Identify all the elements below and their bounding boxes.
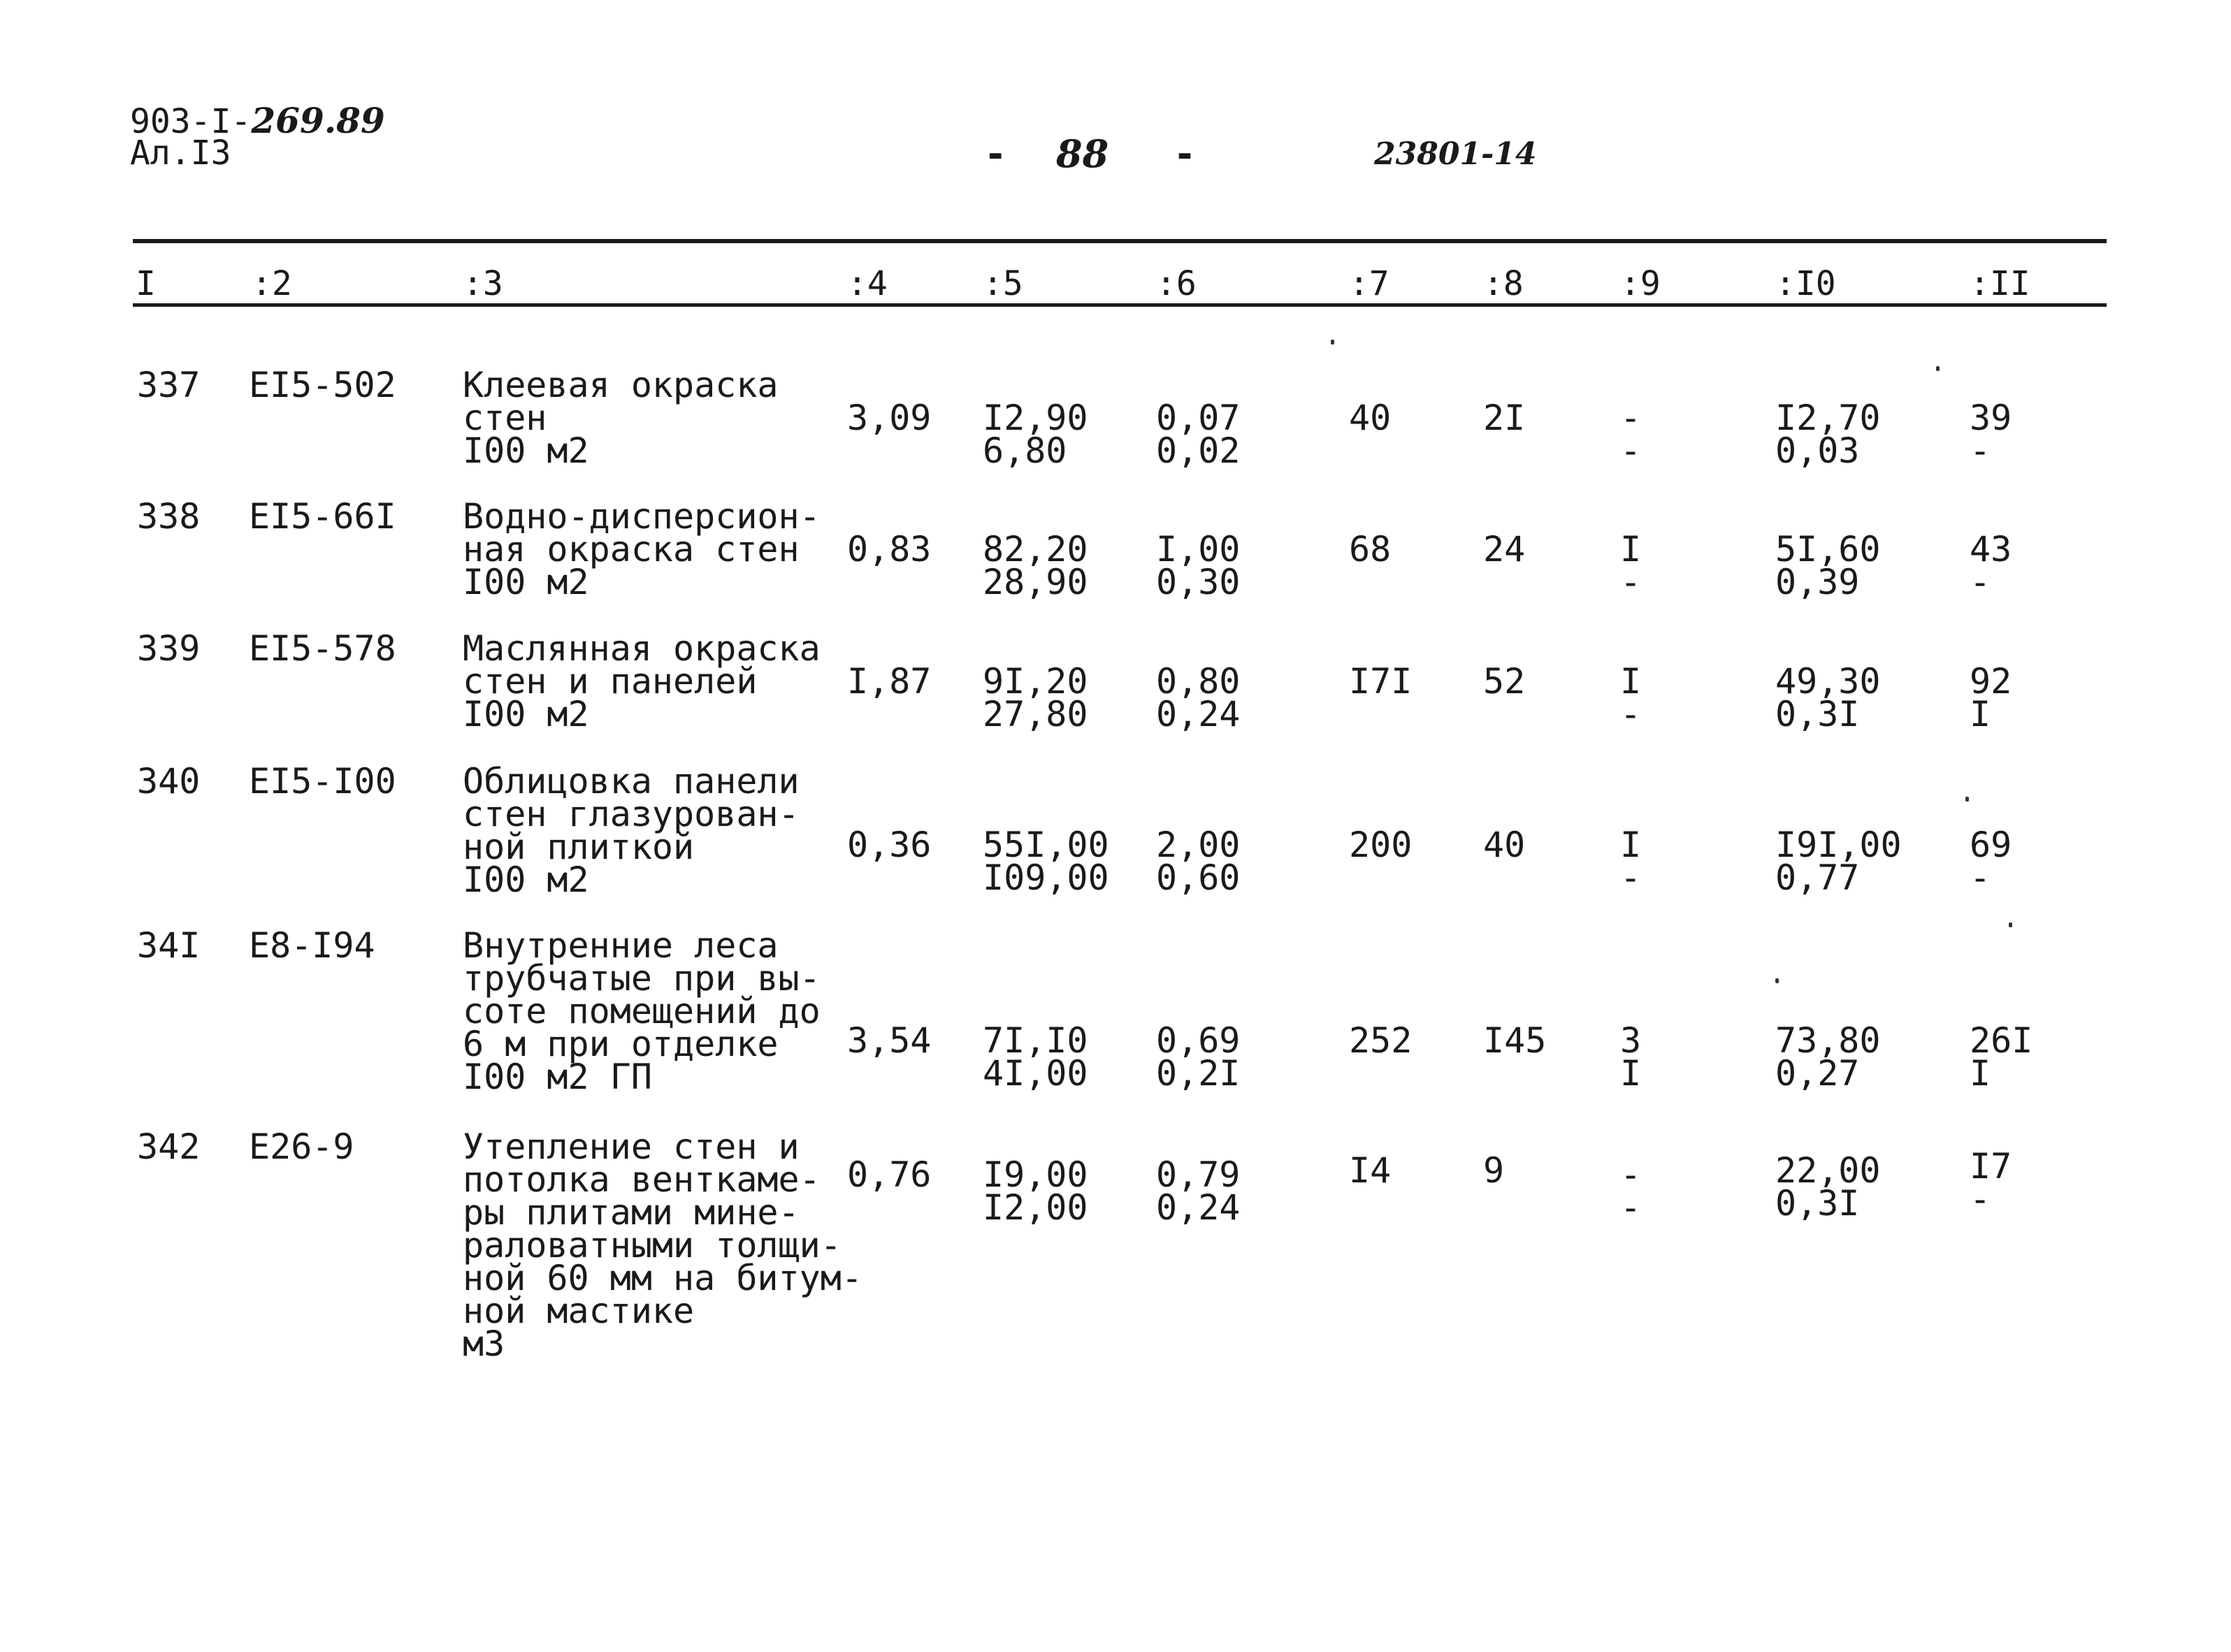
page-number-group (984, 131, 1197, 176)
table-top-rule (133, 239, 2107, 243)
row-desc-line: стен глазурован- (463, 794, 800, 834)
cell-col9-top: I (1620, 825, 1642, 865)
cell-col6-bottom: 0,24 (1156, 1187, 1241, 1228)
cell-col8: 24 (1483, 529, 1526, 570)
col-header-8: :8 (1483, 264, 1524, 303)
row-code: EI5-502 (249, 365, 396, 405)
scan-speck (1936, 366, 1940, 371)
cell-col7: I4 (1349, 1150, 1392, 1191)
cell-col10-top: I2,70 (1775, 398, 1881, 438)
col-header-11: :II (1970, 264, 2030, 303)
cell-col10-bottom: 0,39 (1775, 562, 1860, 602)
row-desc-line: ры плитами мине- (463, 1192, 800, 1233)
cell-col9-bottom: - (1620, 562, 1642, 602)
cell-col4: 0,76 (847, 1154, 932, 1195)
row-number: 342 (137, 1126, 201, 1167)
cell-col10-top: 5I,60 (1775, 529, 1881, 570)
row-desc-line: ная окраска стен (463, 529, 800, 570)
cell-col5-bottom: 6,80 (983, 430, 1067, 471)
row-desc-line: ной мастике (463, 1291, 695, 1331)
col-header-4: :4 (847, 264, 888, 303)
cell-col7: I7I (1349, 661, 1413, 702)
cell-col6-bottom: 0,24 (1156, 694, 1241, 734)
cell-col7: 68 (1349, 529, 1392, 570)
row-desc-line: I00 м2 ГП (463, 1057, 652, 1097)
row-desc-line: м3 (463, 1324, 505, 1364)
cell-col5-top: I2,90 (983, 398, 1088, 438)
cell-col6-bottom: 0,60 (1156, 857, 1241, 898)
cell-col4: I,87 (847, 661, 932, 702)
doc-code-handwritten: 269.89 (251, 100, 385, 141)
album-label: Ал.I3 (130, 133, 231, 173)
row-desc-line: I00 м2 (463, 694, 589, 734)
row-number: 34I (137, 925, 201, 966)
cell-col5-top: I9,00 (983, 1154, 1088, 1195)
table-header-rule (133, 303, 2107, 307)
col-header-6: :6 (1156, 264, 1197, 303)
cell-col6-top: 0,69 (1156, 1020, 1241, 1061)
row-number: 339 (137, 628, 201, 669)
row-desc-line: Клеевая окраска (463, 365, 779, 405)
row-desc-line: соте помещений до (463, 991, 821, 1031)
cell-col11-bottom: - (1970, 562, 1991, 602)
cell-col11-top: 43 (1970, 529, 2012, 570)
cell-col11-bottom: I (1970, 1053, 1991, 1094)
row-number: 340 (137, 761, 201, 802)
row-code: EI5-I00 (249, 761, 396, 802)
cell-col5-bottom: 28,90 (983, 562, 1088, 602)
cell-col8: 40 (1483, 825, 1526, 865)
cell-col9-bottom: I (1620, 1053, 1642, 1094)
cell-col9-top: I (1620, 529, 1642, 570)
row-desc-line: Облицовка панели (463, 761, 800, 802)
cell-col10-bottom: 0,77 (1775, 857, 1860, 898)
cell-col5-bottom: 27,80 (983, 694, 1088, 734)
cell-col10-top: 73,80 (1775, 1020, 1881, 1061)
cell-col11-top: 39 (1970, 398, 2012, 438)
cell-col7: 252 (1349, 1020, 1413, 1061)
cell-col6-top: 0,07 (1156, 398, 1241, 438)
col-header-2: :2 (252, 264, 292, 303)
row-desc-line: I00 м2 (463, 860, 589, 900)
cell-col10-top: 22,00 (1775, 1150, 1881, 1191)
cell-col10-bottom: 0,3I (1775, 1183, 1860, 1224)
cell-col9-bottom: - (1620, 430, 1642, 471)
scan-speck (1331, 340, 1334, 345)
cell-col4: 0,83 (847, 529, 932, 570)
cell-col9-bottom: - (1620, 857, 1642, 898)
cell-col5-bottom: I09,00 (983, 857, 1109, 898)
row-desc-line: Утепление стен и (463, 1126, 800, 1167)
col-header-10: :I0 (1775, 264, 1836, 303)
cell-col9-bottom: - (1620, 694, 1642, 734)
row-desc-line: стен и панелей (463, 661, 758, 702)
cell-col11-bottom: - (1970, 1179, 1991, 1219)
cell-col8: 2I (1483, 398, 1526, 438)
cell-col6-bottom: 0,30 (1156, 562, 1241, 602)
col-header-3: :3 (463, 264, 503, 303)
row-number: 337 (137, 365, 201, 405)
cell-col4: 0,36 (847, 825, 932, 865)
scan-speck (1965, 797, 1969, 802)
cell-col4: 3,09 (847, 398, 932, 438)
cell-col5-bottom: 4I,00 (983, 1053, 1088, 1094)
page-number: 88 (1056, 131, 1109, 176)
row-code: E8-I94 (249, 925, 375, 966)
page-dash-left: - (984, 132, 1007, 176)
row-desc-line: раловатными толщи- (463, 1225, 842, 1266)
cell-col5-top: 7I,I0 (983, 1020, 1088, 1061)
cell-col9-top: - (1620, 1154, 1642, 1195)
cell-col9-top: I (1620, 661, 1642, 702)
cell-col6-top: 2,00 (1156, 825, 1241, 865)
row-code: EI5-66I (249, 496, 396, 537)
header-block (130, 100, 385, 141)
cell-col6-bottom: 0,02 (1156, 430, 1241, 471)
row-desc-line: Маслянная окраска (463, 628, 821, 669)
row-desc-line: трубчатые при вы- (463, 958, 821, 999)
col-header-5: :5 (983, 264, 1023, 303)
cell-col5-top: 9I,20 (983, 661, 1088, 702)
cell-col6-bottom: 0,2I (1156, 1053, 1241, 1094)
col-header-1: I (136, 264, 156, 303)
cell-col11-bottom: I (1970, 694, 1991, 734)
cell-col11-top: I7 (1970, 1146, 2012, 1187)
row-number: 338 (137, 496, 201, 537)
cell-col6-top: 0,79 (1156, 1154, 1241, 1195)
row-desc-line: 6 м при отделке (463, 1024, 779, 1064)
cell-col9-bottom: - (1620, 1187, 1642, 1228)
doc-number: 23801-14 (1374, 136, 1537, 172)
cell-col10-top: I9I,00 (1775, 825, 1902, 865)
cell-col6-top: I,00 (1156, 529, 1241, 570)
cell-col7: 40 (1349, 398, 1392, 438)
scan-speck (2009, 922, 2012, 927)
row-code: E26-9 (249, 1126, 354, 1167)
row-desc-line: ной плиткой (463, 827, 695, 867)
row-code: EI5-578 (249, 628, 396, 669)
row-desc-line: потолка венткаме- (463, 1159, 821, 1200)
doc-code-prefix: 903-I- (130, 102, 252, 141)
cell-col9-top: - (1620, 398, 1642, 438)
row-desc-line: Водно-дисперсион- (463, 496, 821, 537)
row-desc-line: стен (463, 398, 547, 438)
cell-col8: I45 (1483, 1020, 1547, 1061)
cell-col7: 200 (1349, 825, 1413, 865)
cell-col9-top: 3 (1620, 1020, 1642, 1061)
cell-col10-top: 49,30 (1775, 661, 1881, 702)
cell-col5-top: 82,20 (983, 529, 1088, 570)
cell-col11-top: 26I (1970, 1020, 2033, 1061)
cell-col10-bottom: 0,27 (1775, 1053, 1860, 1094)
cell-col5-bottom: I2,00 (983, 1187, 1088, 1228)
col-header-9: :9 (1620, 264, 1661, 303)
cell-col6-top: 0,80 (1156, 661, 1241, 702)
row-desc-line: I00 м2 (463, 562, 589, 602)
cell-col8: 9 (1483, 1150, 1505, 1191)
cell-col11-bottom: - (1970, 430, 1991, 471)
scan-speck (1775, 978, 1779, 983)
cell-col10-bottom: 0,3I (1775, 694, 1860, 734)
cell-col4: 3,54 (847, 1020, 932, 1061)
row-desc-line: ной 60 мм на битум- (463, 1258, 862, 1298)
cell-col5-top: 55I,00 (983, 825, 1109, 865)
row-desc-line: I00 м2 (463, 430, 589, 471)
col-header-7: :7 (1349, 264, 1389, 303)
page-dash-right: - (1173, 132, 1197, 176)
row-desc-line: Внутренние леса (463, 925, 779, 966)
cell-col11-top: 92 (1970, 661, 2012, 702)
cell-col8: 52 (1483, 661, 1526, 702)
cell-col10-bottom: 0,03 (1775, 430, 1860, 471)
cell-col11-bottom: - (1970, 857, 1991, 898)
cell-col11-top: 69 (1970, 825, 2012, 865)
